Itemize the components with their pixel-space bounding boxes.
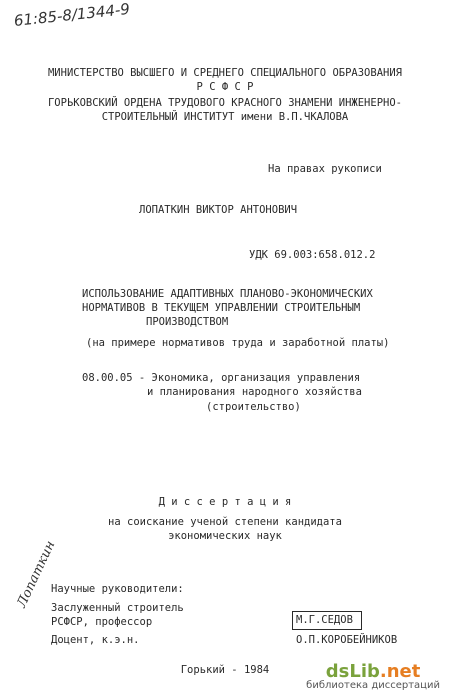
advisor2-title: Доцент, к.э.н. <box>51 634 140 646</box>
title-line1: ИСПОЛЬЗОВАНИЕ АДАПТИВНЫХ ПЛАНОВО-ЭКОНОМИЧЕСКИХ <box>82 288 373 300</box>
header-institute-line1: ГОРЬКОВСКИЙ ОРДЕНА ТРУДОВОГО КРАСНОГО ЗНАМЕНИ ИНЖЕНЕРНО- <box>47 97 402 109</box>
dissertation-degree: на соискание ученой степени кандидата <box>108 516 342 528</box>
title-subtitle: (на примере нормативов труда и заработной платы) <box>86 337 390 349</box>
advisor2-name: О.П.КОРОБЕЙНИКОВ <box>296 634 398 646</box>
advisors-heading: Научные руководители: <box>51 583 184 595</box>
specialty-line1: 08.00.05 - Экономика, организация управления <box>82 372 361 384</box>
specialty-line2: и планирования народного хозяйства <box>147 386 362 398</box>
place-year: Горький - 1984 <box>180 664 270 676</box>
author-signature: Лопаткин <box>14 538 59 610</box>
advisor1-title-line2: РСФСР, профессор <box>51 616 153 628</box>
dissertation-heading: Д и с с е р т а ц и я <box>158 496 292 508</box>
watermark-logo: dsLib.net <box>325 661 421 682</box>
header-institute-line2: СТРОИТЕЛЬНЫЙ ИНСТИТУТ имени В.П.ЧКАЛОВА <box>101 111 349 123</box>
title-line2: НОРМАТИВОВ В ТЕКУЩЕМ УПРАВЛЕНИИ СТРОИТЕЛЬНЫМ <box>82 302 361 314</box>
advisor1-title-line1: Заслуженный строитель <box>51 602 184 614</box>
header-ministry: МИНИСТЕРСТВО ВЫСШЕГО И СРЕДНЕГО СПЕЦИАЛЬНОГО ОБРАЗОВАНИЯ <box>47 67 402 79</box>
handwritten-number: 61:85-8/1344-9 <box>13 0 131 30</box>
header-rsfsr: Р С Ф С Р <box>196 81 254 93</box>
specialty-line3: (строительство) <box>206 401 301 413</box>
dissertation-field: экономических наук <box>168 530 282 542</box>
title-line3: ПРОИЗВОДСТВОМ <box>146 316 229 328</box>
watermark-subtitle: библиотека диссертаций <box>306 680 440 691</box>
udk-code: УДК 69.003:658.012.2 <box>249 249 376 261</box>
advisor1-name: М.Г.СЕДОВ <box>296 614 353 626</box>
watermark <box>306 661 440 691</box>
author-name: ЛОПАТКИН ВИКТОР АНТОНОВИЧ <box>139 204 298 216</box>
rights-note: На правах рукописи <box>268 163 382 175</box>
